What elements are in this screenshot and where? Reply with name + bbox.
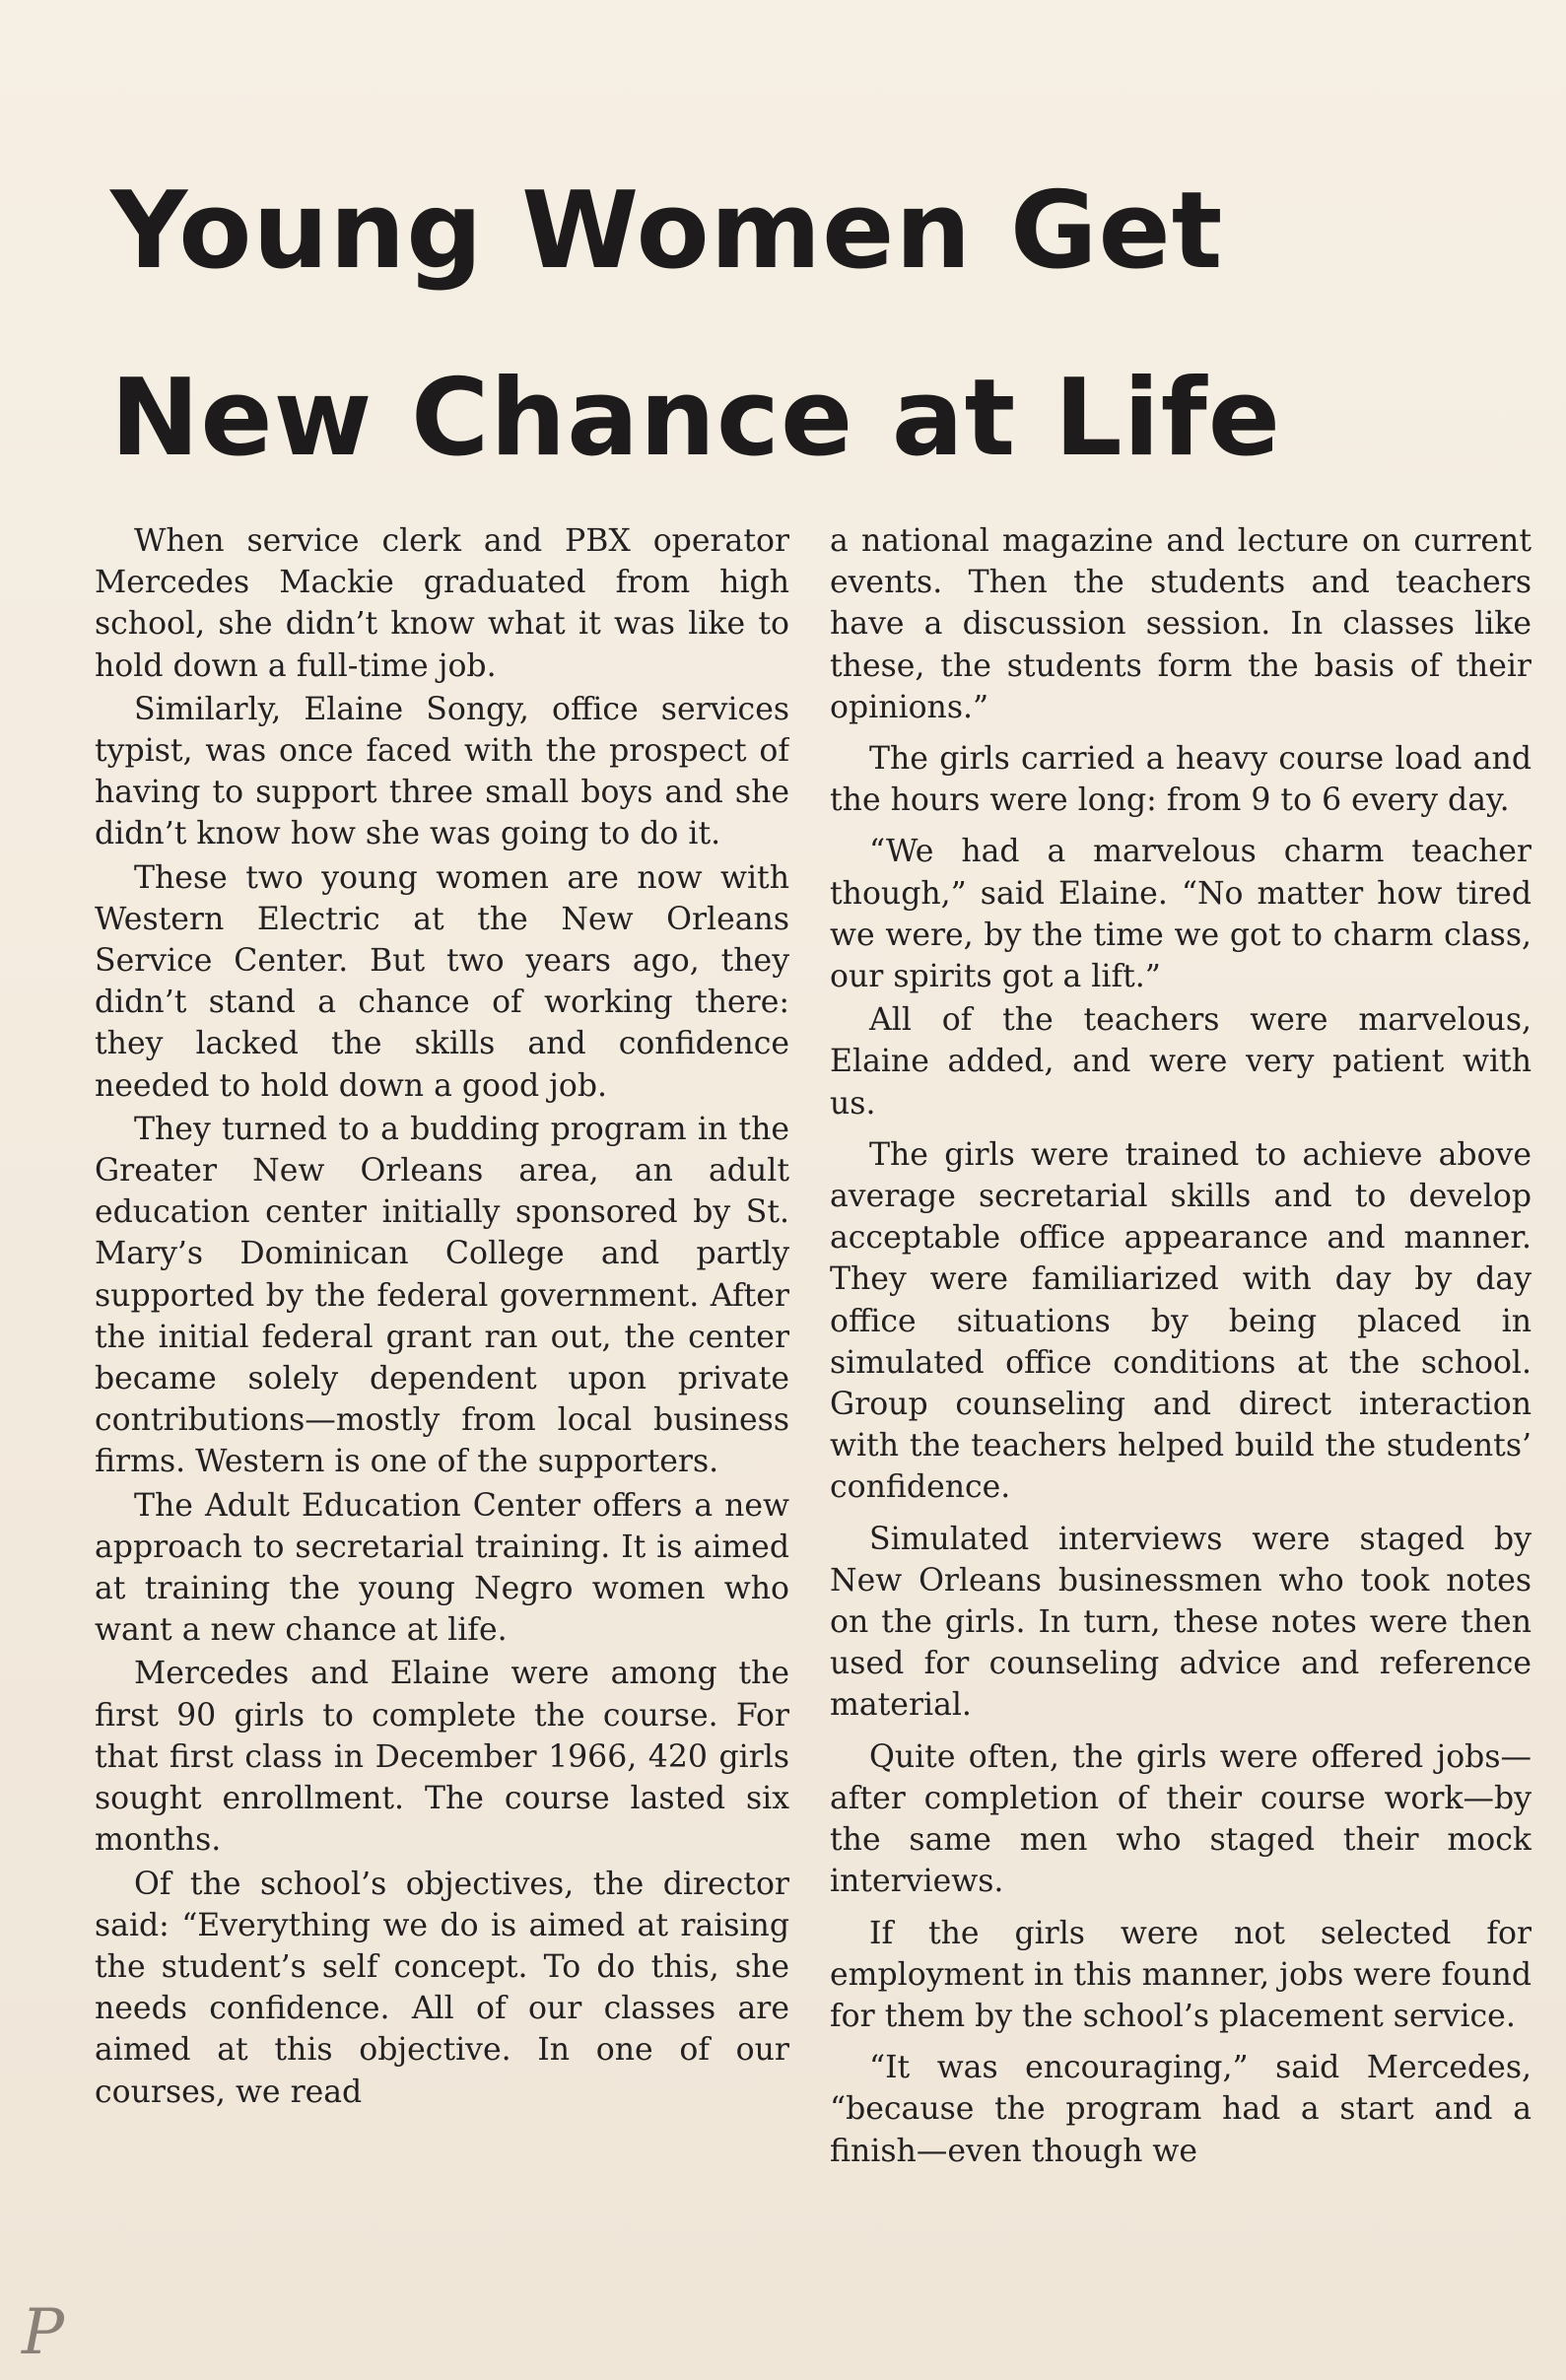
- paragraph: “We had a marvelous charm teacher though,” said Elaine. “No matter how tired we were, by the time we got to charm class, our spirits got a lift.”: [830, 834, 1532, 995]
- paragraph: Quite often, the girls were offered jobs—after completion of their course work—by the same men who staged their mock interviews.: [830, 1738, 1532, 1900]
- paragraph: The girls carried a heavy course load and the hours were long: from 9 to 6 every day.: [830, 741, 1532, 819]
- paragraph: When service clerk and PBX operator Mercedes Mackie graduated from high school, she didn’t know what it was like to hold down a full-time job.: [95, 523, 789, 684]
- paragraph: All of the teachers were marvelous, Elaine added, and were very patient with us.: [830, 1002, 1532, 1122]
- headline-line-2: New Chance at Life: [110, 357, 1281, 480]
- paragraph: a national magazine and lecture on current events. Then the students and teachers have a discussion session. In classes like these, the students form the basis of their opinions.”: [830, 523, 1532, 725]
- paragraph: If the girls were not selected for employment in this manner, jobs were found for them by the school’s placement service.: [830, 1915, 1532, 2034]
- paragraph: “It was encouraging,” said Mercedes, “because the program had a start and a finish—even though we: [830, 2050, 1532, 2169]
- paragraph: These two young women are now with Western Electric at the New Orleans Service Center. But two years ago, they didn’t stand a chance of working there: they lacked the skills and confidence needed to hold down a good job.: [95, 859, 789, 1104]
- paragraph: Similarly, Elaine Songy, office services typist, was once faced with the prospect of having to support three small boys and she didn’t know how she was going to do it.: [95, 691, 789, 852]
- paragraph: The girls were trained to achieve above average secretarial skills and to develop acceptable office appearance and manner. They were familiarized with day by day office situations by being placed in simulated office conditions at the school. Group counseling and direct interaction with the teachers helped build the students’ confidence.: [830, 1136, 1532, 1506]
- handwritten-margin-mark: P: [22, 2296, 65, 2369]
- left-column: [95, 520, 789, 2324]
- article-headline: [110, 138, 1451, 512]
- paragraph: Of the school’s objectives, the director said: “Everything we do is aimed at raising the student’s self concept. To do this, she needs confidence. All of our classes are aimed at this objective. In one of our courses, we read: [95, 1866, 789, 2110]
- paragraph: They turned to a budding program in the Greater New Orleans area, an adult education center initially sponsored by St. Mary’s Dominican College and partly supported by the federal government. After the initial federal grant ran out, the center became solely dependent upon private contributions—mostly from local business firms. Western is one of the supporters.: [95, 1111, 789, 1480]
- paragraph: Mercedes and Elaine were among the first 90 girls to complete the course. For that first class in December 1966, 420 girls sought enrollment. The course lasted six months.: [95, 1656, 789, 1859]
- right-column: [830, 520, 1532, 2324]
- paragraph: The Adult Education Center offers a new approach to secretarial training. It is aimed at training the young Negro women who want a new chance at life.: [95, 1487, 789, 1649]
- headline-line-1: Young Women Get: [110, 170, 1224, 293]
- paragraph: Simulated interviews were staged by New Orleans businessmen who took notes on the girls. In turn, these notes were then used for counseling advice and reference material.: [830, 1521, 1532, 1724]
